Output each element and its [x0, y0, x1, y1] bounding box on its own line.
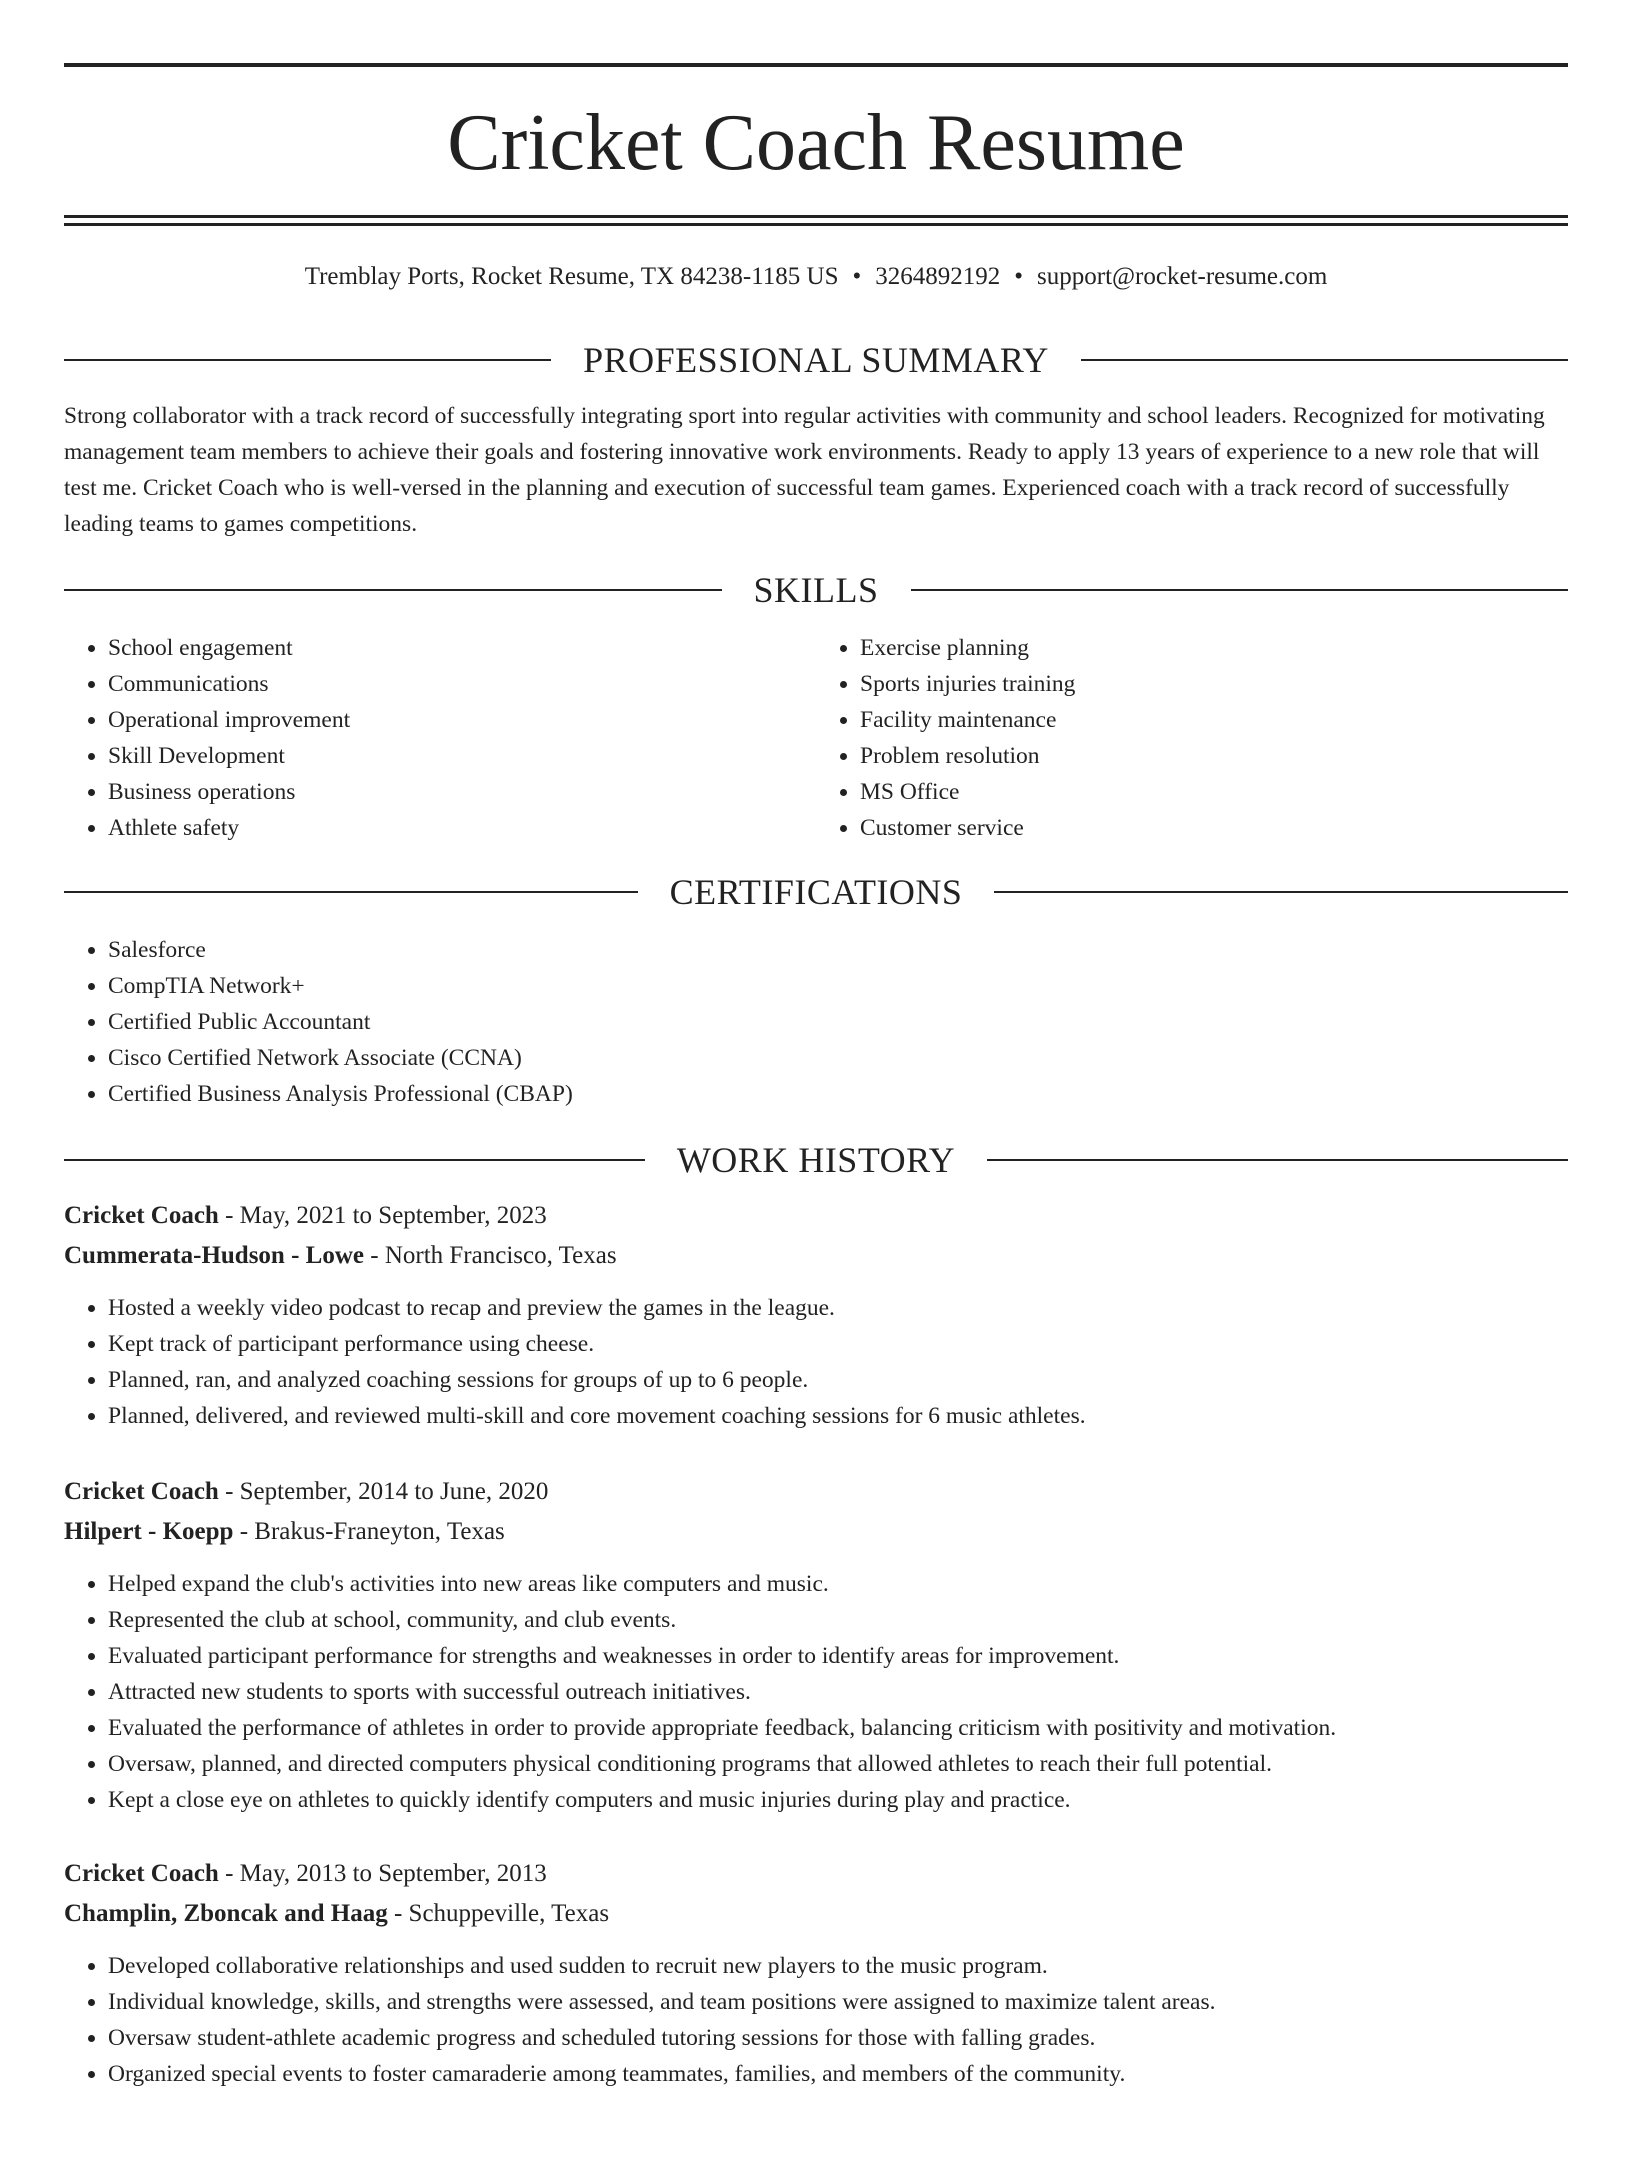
job-title-line: [64, 1854, 1568, 1894]
job-dates: May, 2021 to September, 2023: [239, 1202, 547, 1229]
list-item: • Helped expand the club's activities into new areas like computers and music.: [108, 1566, 1568, 1602]
list-item: • Certified Business Analysis Professional (CBAP): [108, 1076, 1568, 1112]
list-item: • Kept track of participant performance using cheese.: [108, 1326, 1568, 1362]
heading-rule-left: [64, 1159, 645, 1161]
list-item: • Operational improvement: [108, 702, 816, 738]
list-item: • Represented the club at school, community, and club events.: [108, 1602, 1568, 1638]
job-company: Champlin, Zboncak and Haag: [64, 1900, 388, 1927]
list-item: • Salesforce: [108, 932, 1568, 968]
job-bullets: [64, 1290, 1568, 1434]
job-company-line: [64, 1236, 1568, 1276]
heading-rule-left: [64, 589, 722, 591]
list-item: • School engagement: [108, 630, 816, 666]
list-item: • Organized special events to foster camaraderie among teammates, families, and members of the community.: [108, 2056, 1568, 2092]
heading-rule-left: [64, 359, 551, 361]
job-title: Cricket Coach: [64, 1860, 219, 1887]
work-history-heading-label: WORK HISTORY: [676, 1140, 956, 1180]
list-item: • Sports injuries training: [860, 666, 1568, 702]
job-company: Cummerata-Hudson - Lowe: [64, 1242, 364, 1269]
list-item: • Oversaw student-athlete academic progress and scheduled tutoring sessions for those with falling grades.: [108, 2020, 1568, 2056]
list-item: • Customer service: [860, 810, 1568, 846]
list-item: • Individual knowledge, skills, and strengths were assessed, and team positions were assigned to maximize talent areas.: [108, 1984, 1568, 2020]
job-entry: [64, 1854, 1568, 2092]
job-title-line: [64, 1196, 1568, 1236]
dash: -: [233, 1518, 255, 1545]
list-item: • Athlete safety: [108, 810, 816, 846]
dash: -: [218, 1860, 240, 1887]
job-title: Cricket Coach: [64, 1478, 219, 1505]
page-title: Cricket Coach Resume: [447, 99, 1185, 187]
contact-line: [64, 262, 1568, 292]
list-item: • Certified Public Accountant: [108, 1004, 1568, 1040]
list-item: • CompTIA Network+: [108, 968, 1568, 1004]
contact-separator: •: [852, 263, 862, 290]
list-item: • Attracted new students to sports with successful outreach initiatives.: [108, 1674, 1568, 1710]
job-location: Schuppeville, Texas: [408, 1900, 610, 1927]
resume-page: [0, 63, 1632, 2175]
contact-address: Tremblay Ports, Rocket Resume, TX 84238-1185 US: [304, 263, 839, 290]
heading-rule-right: [1081, 359, 1568, 361]
list-item: • Communications: [108, 666, 816, 702]
job-title-line: [64, 1472, 1568, 1512]
list-item: • Evaluated participant performance for strengths and weaknesses in order to identify areas for improvement.: [108, 1638, 1568, 1674]
list-item: • Business operations: [108, 774, 816, 810]
list-item: • Hosted a weekly video podcast to recap and preview the games in the league.: [108, 1290, 1568, 1326]
heading-rule-right: [911, 589, 1569, 591]
certifications-list: [64, 932, 1568, 1112]
list-item: • Kept a close eye on athletes to quickly identify computers and music injuries during play and practice.: [108, 1782, 1568, 1818]
dash: -: [364, 1242, 385, 1269]
job-bullets: [64, 1566, 1568, 1818]
list-item: • Developed collaborative relationships and used sudden to recruit new players to the music program.: [108, 1948, 1568, 1984]
certifications-heading-label: CERTIFICATIONS: [669, 872, 963, 912]
job-company: Hilpert - Koepp: [64, 1518, 234, 1545]
contact-phone: 3264892192: [875, 263, 1001, 290]
certifications-heading: [64, 872, 1568, 912]
job-company-line: [64, 1894, 1568, 1934]
job-dates: May, 2013 to September, 2013: [239, 1860, 547, 1887]
list-item: • Cisco Certified Network Associate (CCNA): [108, 1040, 1568, 1076]
job-entry: [64, 1472, 1568, 1818]
list-item: • Problem resolution: [860, 738, 1568, 774]
title-double-divider: [64, 215, 1568, 226]
heading-rule-right: [994, 891, 1568, 893]
list-item: • Oversaw, planned, and directed computers physical conditioning programs that allowed athletes to reach their full potential.: [108, 1746, 1568, 1782]
job-company-line: [64, 1512, 1568, 1552]
summary-heading-label: PROFESSIONAL SUMMARY: [583, 340, 1049, 380]
list-item: • Planned, delivered, and reviewed multi-skill and core movement coaching sessions for 6 music athletes.: [108, 1398, 1568, 1434]
heading-rule-right: [987, 1159, 1568, 1161]
skills-heading: [64, 570, 1568, 610]
work-history-list: [64, 1196, 1568, 2092]
dash: -: [218, 1478, 240, 1505]
list-item: • Evaluated the performance of athletes in order to provide appropriate feedback, balancing criticism with positivity and motivation.: [108, 1710, 1568, 1746]
list-item: • Exercise planning: [860, 630, 1568, 666]
job-title: Cricket Coach: [64, 1202, 219, 1229]
skills-list-left: [64, 630, 816, 846]
job-location: Brakus-Franeyton, Texas: [254, 1518, 505, 1545]
job-entry: [64, 1196, 1568, 1434]
contact-separator: •: [1014, 263, 1024, 290]
summary-heading: [64, 340, 1568, 380]
heading-rule-left: [64, 891, 638, 893]
job-location: North Francisco, Texas: [384, 1242, 617, 1269]
list-item: • MS Office: [860, 774, 1568, 810]
job-dates: September, 2014 to June, 2020: [239, 1478, 549, 1505]
summary-text: Strong collaborator with a track record of successfully integrating sport into regular activities with community and school leaders. Recognized for motivating management team members to achieve their goals and fostering innovative work environments. Ready to apply 13 years of experience to a new role that will test me. Cricket Coach who is well-versed in the planning and execution of successful team games. Experienced coach with a track record of successfully leading teams to games competitions.: [64, 403, 1545, 537]
skills-list-right: [816, 630, 1568, 846]
work-history-heading: [64, 1140, 1568, 1180]
list-item: • Planned, ran, and analyzed coaching sessions for groups of up to 6 people.: [108, 1362, 1568, 1398]
skills-grid: [64, 630, 1568, 846]
contact-email[interactable]: support@rocket-resume.com: [1037, 263, 1328, 290]
list-item: • Facility maintenance: [860, 702, 1568, 738]
list-item: • Skill Development: [108, 738, 816, 774]
dash: -: [387, 1900, 409, 1927]
skills-heading-label: SKILLS: [753, 570, 879, 610]
dash: -: [218, 1202, 240, 1229]
job-bullets: [64, 1948, 1568, 2092]
